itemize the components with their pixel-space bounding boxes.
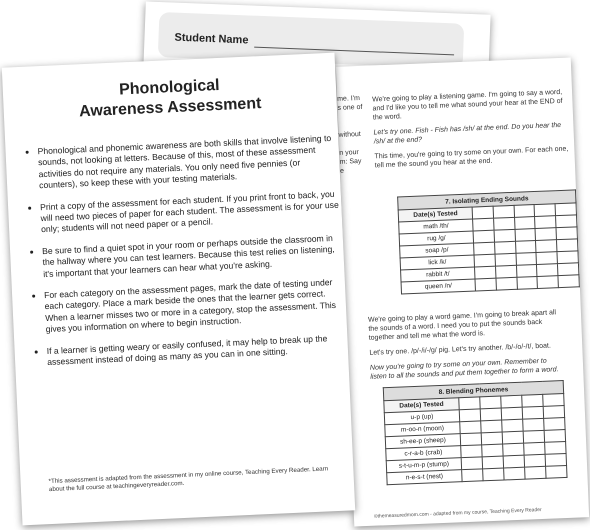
instructions-sheet [2, 53, 355, 526]
instruction-paragraph: We're going to play a listening game. I'm going to say a word, and I'd like you to tell me what sound your hear at the END of the word. [372, 88, 563, 122]
table-header: Date(s) Tested [398, 207, 473, 222]
item-cell: rug /g/ [399, 231, 474, 246]
item-cell: n-e-s-t (nest) [387, 470, 462, 485]
left-fragment: me. I'm [337, 94, 361, 103]
item-cell: c-r-a-b (crab) [386, 446, 461, 461]
item-cell: lick /k/ [400, 255, 475, 270]
left-fragment-column [337, 94, 365, 176]
item-cell: soap /p/ [400, 243, 475, 258]
instruction-paragraph: Now you're going to try some on your own. Remember to listen to all the sounds and put them together to form a word. [369, 357, 559, 381]
instruction-paragraph: Let's try one. /p/-/i/-/g/ pig. Let's try another. /b/-/o/-/t/, boat. [369, 342, 552, 357]
left-fragment: without [338, 130, 361, 139]
list-item: • Phonological and phonemic awareness are both skills that involve listening to sounds, not looking at letters. Because of this, most of these assessment activities do not require any materials. You only need five pennies (or counters), so keep these with your testing materials. [37, 133, 339, 192]
item-cell: rabbit /t/ [401, 267, 476, 282]
blending-instructions [368, 308, 566, 388]
item-cell: queen /n/ [401, 279, 476, 294]
left-fragment: s one of [337, 103, 363, 112]
left-fragment: n your [339, 149, 359, 157]
instruction-paragraph: This time, you're going to try some on your own. For each one, tell me the sound you hear at the end. [374, 145, 569, 170]
instruction-paragraph: Let's try one. Fish - Fish has /sh/ at the end. Do you hear the /sh/ at the end? [373, 121, 562, 146]
page-footer: ©themeasuredmom.com - adapted from my course, Teaching Every Reader [373, 507, 542, 520]
student-name-label: Student Name [174, 31, 249, 47]
item-cell: s-t-u-m-p (stump) [386, 458, 461, 473]
item-cell: sh-ee-p (sheep) [385, 434, 460, 449]
ending-sounds-table [397, 189, 580, 294]
page-footer: *This assessment is adapted from the assessment in my online course, Teaching Every Reader. Learn about the full course at teachingeveryreader.com. [48, 465, 329, 494]
list-item: • Be sure to find a quiet spot in your room or perhaps outside the classroom in the hallway where you can test learners. Because this test relies on listening, it's important that your learners can hear what you're asking. [42, 232, 343, 280]
table-header: Date(s) Tested [384, 398, 459, 413]
instruction-paragraph: We're going to play a word game. I'm going to break apart all the sounds of a word. I need you to put the sounds back together and tell me what the word is. [367, 309, 557, 342]
page-title [3, 71, 337, 126]
assessment-page-sheet [336, 57, 589, 526]
table-title: 7. Isolating Ending Sounds [398, 190, 576, 210]
list-item: • If a learner is getting weary or easily confused, it may help to break up the assessment instead of doing as many as you can in one sitting. [46, 332, 347, 368]
table-title: 8. Blending Phonemes [383, 381, 563, 401]
item-cell: m-oo-n (moon) [385, 422, 460, 437]
title-line: Phonological [118, 76, 220, 99]
item-cell: math /th/ [399, 219, 474, 234]
ending-sounds-instructions [372, 88, 570, 177]
item-cell: u-p (up) [384, 410, 459, 425]
blending-phonemes-table [383, 380, 568, 485]
list-item: • Print a copy of the assessment for each student. If you print front to back, you will need two pieces of paper for each student. The assessment is for your use only; students will not need paper or a pencil. [40, 188, 341, 236]
title-line: Awareness Assessment [78, 95, 262, 121]
left-fragment: e [339, 167, 345, 175]
instruction-list [23, 133, 347, 380]
left-fragment: m: Say [339, 157, 362, 166]
list-item: • For each category on the assessment pages, mark the date of testing under each category. Place a mark beside the ones that the learner gets correct. When a learner misses two or more in a category, stop the assessment. This gives you information on where to begin instruction. [44, 277, 346, 336]
